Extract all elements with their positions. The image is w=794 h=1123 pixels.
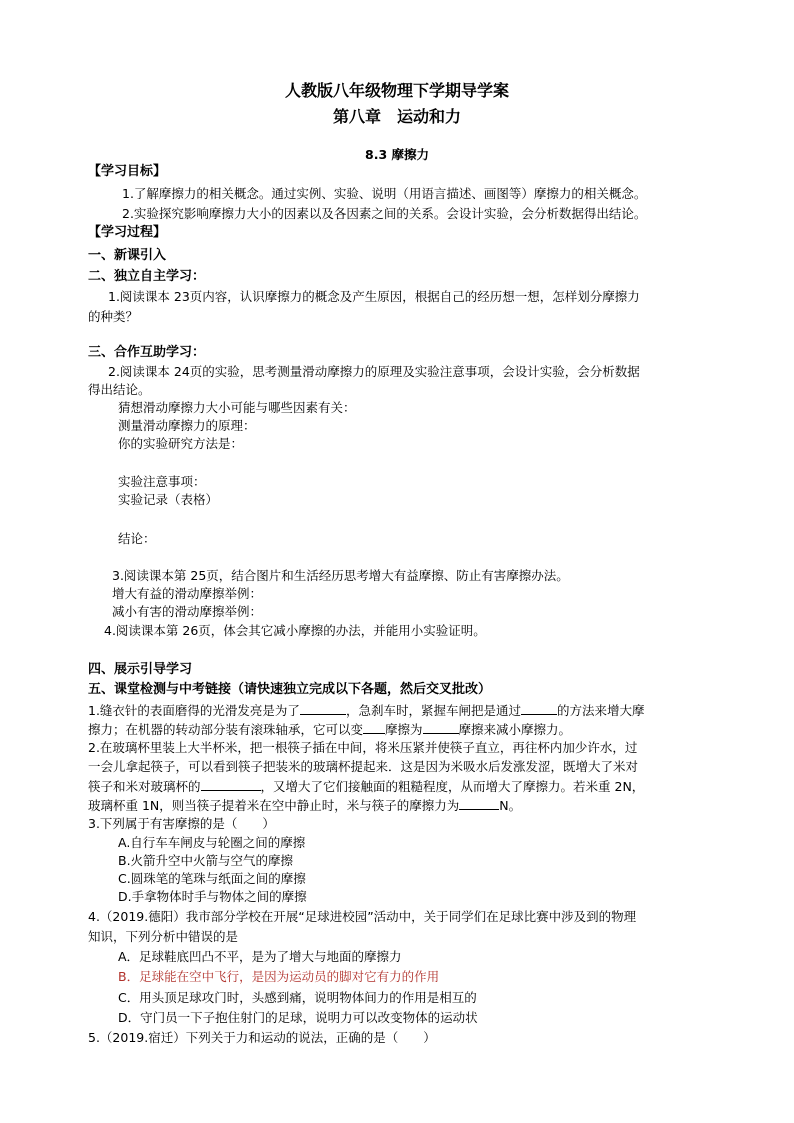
- paragraph: 1.阅读课本 23页内容，认识摩擦力的概念及产生原因，根据自己的经历想一想，怎样划分摩擦力: [108, 289, 640, 304]
- answer-blank[interactable]: [363, 721, 385, 734]
- paragraph: 得出结论。: [88, 382, 151, 397]
- answer-blank[interactable]: [521, 702, 557, 715]
- q2-text: 筷子和米对玻璃杯的: [88, 779, 201, 794]
- q1-text: 摩擦来减小摩擦力。: [458, 722, 572, 737]
- goal-item: 1.了解摩擦力的相关概念。通过实例、实验、说明（用语言描述、画图等）摩擦力的相关概念。: [122, 186, 647, 201]
- answer-blank[interactable]: [459, 797, 499, 810]
- question-1-line: [88, 702, 644, 719]
- q1-text: 擦力；在机器的转动部分装有滚珠轴承，它可以变: [88, 722, 364, 737]
- question-4-stem: 知识，下列分析中错误的是: [88, 929, 239, 944]
- prompt-line: 结论：: [118, 531, 156, 546]
- paragraph: 2.阅读课本 24页的实验，思考测量滑动摩擦力的原理及实验注意事项，会设计实验，会分析数据: [108, 364, 640, 379]
- prompt-line: 实验注意事项：: [118, 474, 206, 489]
- option-item[interactable]: C.圆珠笔的笔珠与纸面之间的摩擦: [118, 871, 306, 886]
- goal-item: 2.实验探究影响摩擦力大小的因素以及各因素之间的关系。会设计实验，会分析数据得出结论。: [122, 206, 647, 221]
- option-item[interactable]: D．守门员一下子抱住射门的足球，说明力可以改变物体的运动状: [118, 1010, 478, 1025]
- prompt-line: 增大有益的滑动摩擦举例：: [112, 586, 263, 601]
- prompt-line: 减小有害的滑动摩擦举例：: [112, 604, 263, 619]
- option-item-highlighted[interactable]: B．足球能在空中飞行，是因为运动员的脚对它有力的作用: [118, 969, 440, 984]
- section-heading: 一、新课引入: [88, 248, 167, 263]
- question-2-line: 2.在玻璃杯里装上大半杯米，把一根筷子插在中间，将米压紧并使筷子直立，再往杯内加少许水，过: [88, 740, 638, 755]
- option-item[interactable]: A.自行车车闸皮与轮圈之间的摩擦: [118, 835, 306, 850]
- answer-blank[interactable]: [423, 721, 459, 734]
- question-2-line: 一会儿拿起筷子，可以看到筷子把装米的玻璃杯提起来．这是因为米吸水后发涨发涩，既增大了米对: [88, 759, 639, 774]
- section-heading: 四、展示引导学习: [88, 662, 193, 677]
- option-item[interactable]: D.手拿物体时手与物体之间的摩擦: [118, 889, 307, 904]
- doc-title: 人教版八年级物理下学期导学案: [284, 81, 509, 100]
- section-heading: 二、独立自主学习：: [88, 269, 206, 284]
- paragraph: 4.阅读课本第 26页，体会其它减小摩擦的办法，并能用小实验证明。: [104, 623, 486, 638]
- section-title: 8.3 摩擦力: [365, 147, 429, 162]
- q2-text: 玻璃杯重 1N，则当筷子提着米在空中静止时，米与筷子的摩擦力为: [88, 798, 460, 813]
- question-3-stem: 3.下列属于有害摩擦的是（ ）: [88, 816, 275, 831]
- prompt-line: 猜想滑动摩擦力大小可能与哪些因素有关：: [118, 400, 356, 415]
- goals-heading: 【学习目标】: [88, 164, 167, 179]
- question-2-line: [88, 797, 521, 814]
- q1-text: 摩擦为: [385, 722, 423, 737]
- answer-blank[interactable]: [300, 702, 346, 715]
- q1-text: 的方法来增大摩: [556, 703, 645, 718]
- prompt-line: 实验记录（表格）: [118, 492, 219, 507]
- section-heading: 五、课堂检测与中考链接（请快速独立完成以下各题，然后交叉批改）: [88, 682, 492, 697]
- option-item[interactable]: A．足球鞋底凹凸不平，是为了增大与地面的摩擦力: [118, 949, 402, 964]
- section-heading: 三、合作互助学习：: [88, 345, 206, 360]
- answer-blank[interactable]: [201, 778, 261, 791]
- question-1-line: [88, 721, 571, 738]
- question-5-stem: 5.（2019.宿迁）下列关于力和运动的说法，正确的是（ ）: [88, 1030, 436, 1045]
- process-heading: 【学习过程】: [88, 225, 167, 240]
- q1-text: 1.缝衣针的表面磨得的光滑发亮是为了: [88, 703, 300, 718]
- option-item[interactable]: B.火箭升空中火箭与空气的摩擦: [118, 853, 294, 868]
- prompt-line: 你的实验研究方法是：: [118, 436, 244, 451]
- q2-text: N。: [499, 798, 522, 813]
- q1-text: ，急刹车时，紧握车闸把是通过: [345, 703, 521, 718]
- option-item[interactable]: C．用头顶足球攻门时，头感到痛，说明物体间力的作用是相互的: [118, 990, 477, 1005]
- paragraph: 3.阅读课本第 25页，结合图片和生活经历思考增大有益摩擦、防止有害摩擦办法。: [112, 568, 569, 583]
- question-4-stem: 4.（2019.德阳）我市部分学校在开展“足球进校园”活动中，关于同学们在足球比赛中涉及到的物理: [88, 909, 637, 924]
- paragraph: 的种类？: [88, 309, 139, 324]
- question-2-line: [88, 778, 644, 795]
- chapter-title: 第八章 运动和力: [332, 107, 461, 126]
- q2-text: ，又增大了它们接触面的粗糙程度，从而增大了摩擦力。若米重 2N，: [260, 779, 645, 794]
- prompt-line: 测量滑动摩擦力的原理：: [118, 418, 256, 433]
